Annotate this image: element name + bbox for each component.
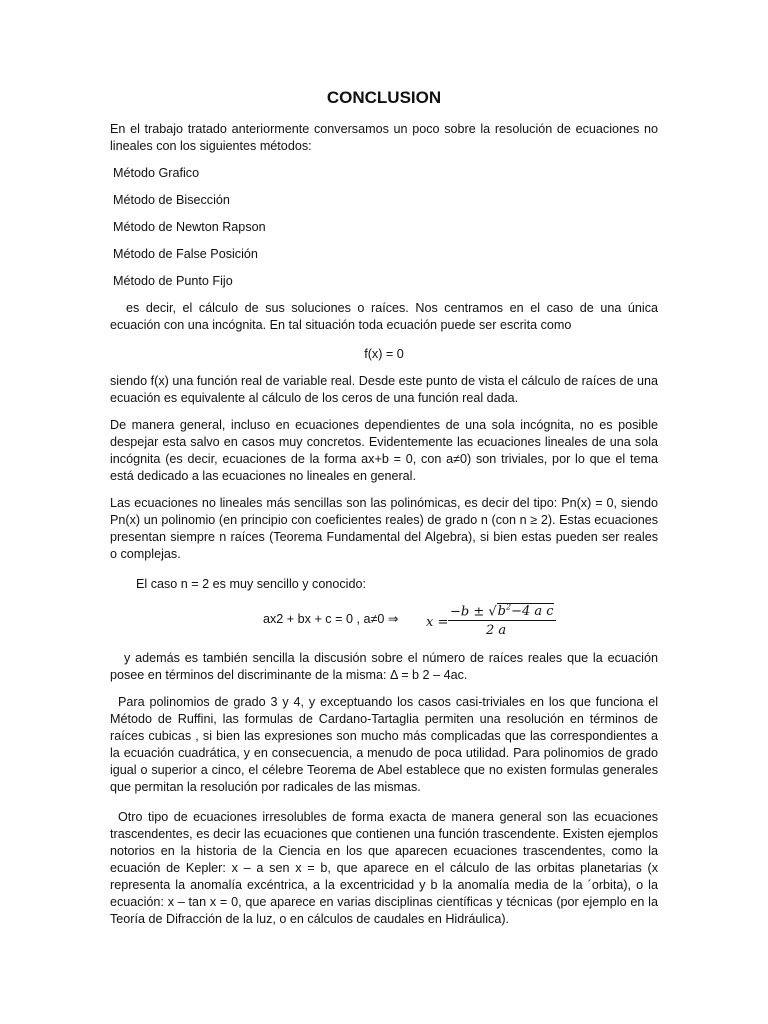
method-item-grafico: Método Grafico (113, 166, 200, 180)
real-function-paragraph: siendo f(x) una función real de variable real. Desde este punto de vista el cálculo de raíces de una ecuación es equivalente al cálculo de los ceros de una función real dada. (110, 374, 658, 405)
higher-degree-paragraph: Para polinomios de grado 3 y 4, y exceptuando los casos casi-triviales en los que funciona el Método de Ruffini, las formulas de Cardano-Tartaglia permiten una resolución en términos de raíces cubicas , si bien las expresiones son mucho más complicadas que las correspondientes a la ecuación cuadrática, y en consecuencia, a menudo de poca utilidad. Para polinomios de grado igual o superior a cinco, el célebre Teorema de Abel establece que no existen formulas generales que permitan la resolución por radicales de las mismas. (110, 695, 658, 794)
discriminant-paragraph: y además es también sencilla la discusión sobre el número de raíces reales que la ecuación posee en términos del discriminante de la misma: Δ = b 2 – 4ac. (110, 651, 658, 682)
transcendental-paragraph: Otro tipo de ecuaciones irresolubles de forma exacta de manera general son las ecuaciones trascendentes, es decir las ecuaciones que contienen una función trascendente. Existen ejemplos notorios en la historia de la Ciencia en los que aparecen ecuaciones trascendentes, como la ecuación de Kepler: x – a sen x = b, que aparece en el cálculo de las orbitas planetarias (x representa la anomalía excéntrica, a la excentricidad y b la anomalía media de la ´orbita), o la ecuación: x – tan x = 0, que aparece en varias disciplinas científicas y técnicas (por ejemplo en la Teoría de Difracción de la luz, o en cálculos de caudales en Hidráulica). (110, 810, 658, 926)
formula-lhs: ax2 + bx + c = 0 , a≠0 ⇒ (263, 612, 399, 626)
roots-paragraph: es decir, el cálculo de sus soluciones o raíces. Nos centramos en el caso de una única ecuación con una incógnita. En tal situación toda ecuación puede ser escrita como (110, 301, 658, 332)
general-manner-paragraph: De manera general, incluso en ecuaciones dependientes de una sola incógnita, no es posible despejar esta salvo en casos muy concretos. Evidentemente las ecuaciones lineales de una sola incógnita (es decir, ecuaciones de la forma ax+b = 0, con a≠0) son triviales, por lo que el tema está dedicado a las ecuaciones no lineales en general. (110, 418, 658, 483)
quadratic-case-paragraph: El caso n = 2 es muy sencillo y conocido: (136, 577, 366, 591)
page-title: CONCLUSION (326, 88, 442, 107)
method-item-biseccion: Método de Bisección (113, 193, 230, 207)
polynomial-paragraph: Las ecuaciones no lineales más sencillas son las polinómicas, es decir del tipo: Pn(x) = 0, siendo Pn(x) un polinomio (en principio con coeficientes reales) de grado n (con n ≥ 2). Estas ecuaciones presentan siempre n raíces (Teorema Fundamental del Algebra), si bien estas pueden ser reales o complejas. (110, 496, 658, 561)
method-item-punto-fijo: Método de Punto Fijo (113, 274, 233, 288)
formula-denominator: 2 a (486, 623, 507, 638)
formula-numerator: $-b \pm √b^2-4$ a c (450, 603, 554, 620)
equation-fx: f(x) = 0 (364, 347, 404, 361)
intro-paragraph: En el trabajo tratado anteriormente conversamos un poco sobre la resolución de ecuaciones no lineales con los siguientes métodos: (110, 122, 658, 153)
method-item-newton: Método de Newton Rapson (113, 220, 266, 234)
formula-x-equals: x = (426, 615, 449, 630)
method-item-false-posicion: Método de False Posición (113, 247, 258, 261)
